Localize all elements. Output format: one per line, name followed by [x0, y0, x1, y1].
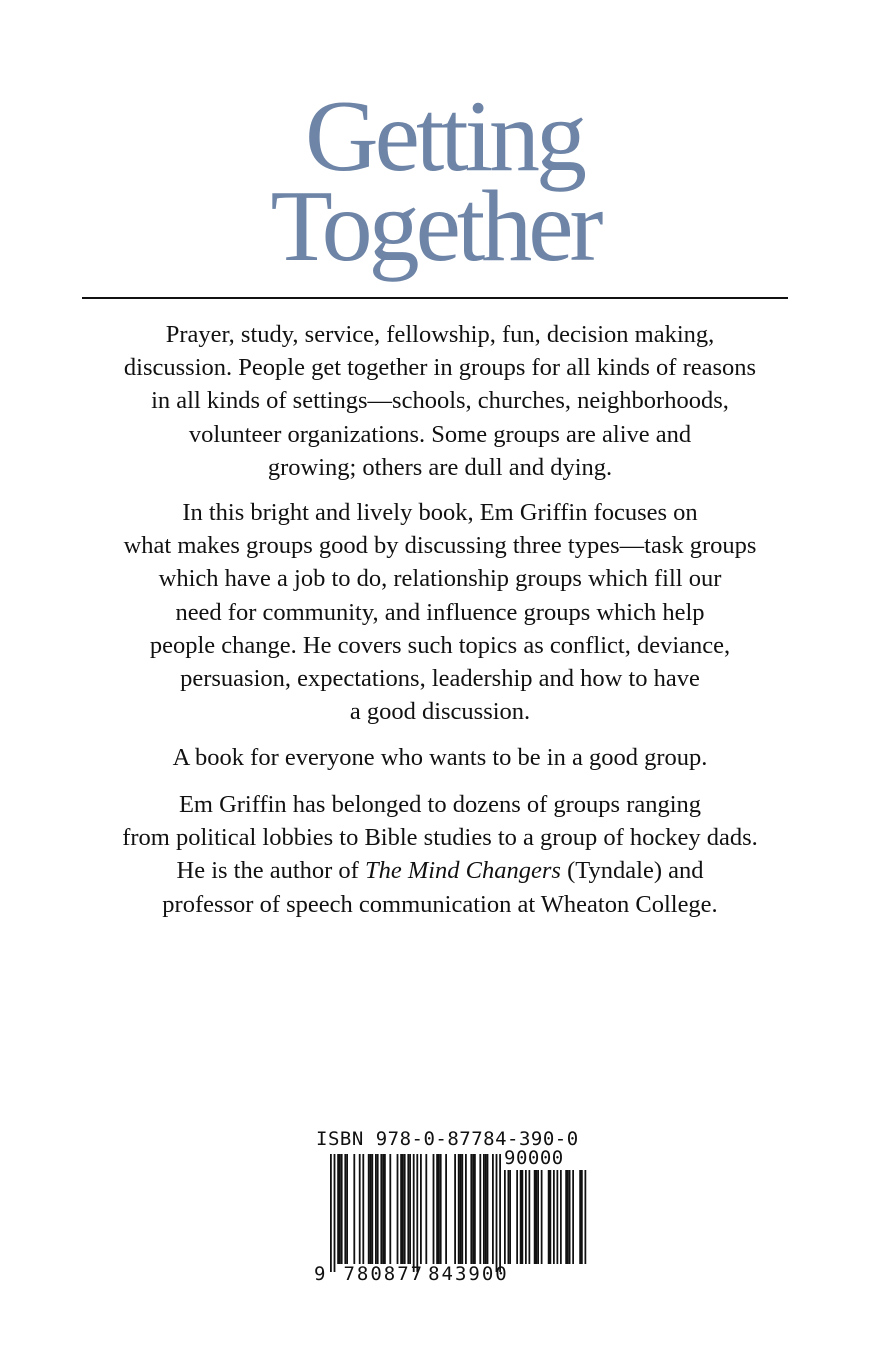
barcode-bar	[433, 1154, 435, 1264]
blurb-p1-line-3: in all kinds of settings—schools, churches, neighborhoods,	[151, 387, 729, 415]
barcode-bar	[416, 1154, 418, 1272]
title-line-1: Getting	[305, 80, 583, 193]
blurb-p1-line-1: Prayer, study, service, fellowship, fun, decision making,	[165, 321, 715, 348]
barcode-bar	[330, 1154, 332, 1272]
barcode-bar	[483, 1154, 485, 1264]
bio-line-3	[40, 854, 840, 887]
price-code: 90000	[504, 1147, 564, 1169]
divider-rule	[82, 297, 788, 299]
barcode-bar	[389, 1154, 391, 1264]
bio-line-3-pre: He is the author of	[176, 857, 365, 885]
addon-bar	[525, 1170, 527, 1264]
addon-bar	[560, 1170, 562, 1264]
addon-bar	[565, 1170, 567, 1264]
addon-bar	[536, 1170, 538, 1264]
addon-bar	[553, 1170, 555, 1264]
book-reference-title: The Mind Changers	[364, 857, 561, 885]
barcode-bar	[337, 1154, 339, 1264]
addon-bar	[520, 1170, 522, 1264]
barcode-bar	[368, 1154, 370, 1264]
barcode-bar	[377, 1154, 379, 1264]
addon-bar	[572, 1170, 574, 1264]
blurb-p1-line-4: volunteer organizations. Some groups are alive and	[188, 420, 692, 448]
barcode-bar	[346, 1154, 348, 1264]
blurb-p1-line-5: growing; others are dull and dying.	[267, 453, 613, 481]
barcode-bar	[492, 1154, 494, 1264]
barcode-bar	[384, 1154, 386, 1264]
barcode-bar	[499, 1154, 501, 1272]
blurb-paragraph-3	[40, 741, 840, 774]
barcode-bar	[460, 1154, 462, 1264]
barcode-bar	[359, 1154, 361, 1264]
barcode-bar	[334, 1154, 336, 1272]
barcode-bar	[487, 1154, 489, 1264]
addon-bar	[522, 1170, 524, 1264]
addon-bar	[569, 1170, 571, 1264]
addon-bar	[509, 1170, 511, 1264]
addon-bar	[579, 1170, 581, 1264]
barcode-bar	[339, 1154, 341, 1264]
blurb-p3-line: A book for everyone who wants to be in a good group.	[172, 744, 708, 771]
barcode-bar	[353, 1154, 355, 1264]
ean-group-1: 780877	[343, 1263, 425, 1285]
blurb-p1-line-2: discussion. People get together in groups for all kinds of reasons	[123, 354, 757, 382]
barcode-bar	[409, 1154, 411, 1264]
barcode-bar	[362, 1154, 364, 1264]
blurb-paragraph-2	[40, 496, 840, 728]
blurb-p2-line-1: In this bright and lively book, Em Griffin focuses on	[182, 499, 698, 526]
barcode-bar	[461, 1154, 463, 1264]
blurb-p2-line-7: a good discussion.	[349, 698, 531, 726]
barcode-bar	[344, 1154, 346, 1264]
addon-bar	[504, 1170, 506, 1264]
addon-bar	[516, 1170, 518, 1264]
barcode-bar	[380, 1154, 382, 1264]
isbn-label: ISBN 978-0-87784-390-0	[316, 1128, 579, 1150]
barcode-bar	[458, 1154, 460, 1264]
barcode-bar	[445, 1154, 447, 1264]
barcode-bar	[454, 1154, 456, 1264]
addon-bar	[537, 1170, 539, 1264]
barcode-bar	[375, 1154, 377, 1264]
addon-bar	[508, 1170, 510, 1264]
barcode-bar	[425, 1154, 427, 1264]
addon-bar	[529, 1170, 531, 1264]
barcode-bar	[370, 1154, 372, 1264]
barcode-bar	[436, 1154, 438, 1264]
ean-group-2: 843900	[428, 1263, 509, 1285]
barcode-bar	[413, 1154, 415, 1272]
barcode-bar	[470, 1154, 472, 1264]
barcode-bar	[407, 1154, 409, 1264]
barcode-bar	[400, 1154, 402, 1264]
ean-barcode-bars	[330, 1154, 501, 1272]
ean-digits	[314, 1263, 509, 1285]
barcode-bar	[496, 1154, 498, 1272]
addon-bar	[550, 1170, 552, 1264]
blurb-p2-line-6: persuasion, expectations, leadership and how to have	[180, 665, 700, 693]
barcode-bar	[420, 1154, 422, 1264]
book-title	[0, 80, 880, 283]
bio-line-2: from political lobbies to Bible studies to a group of hockey dads.	[122, 824, 758, 852]
addon-bar	[585, 1170, 587, 1264]
barcode-bar	[341, 1154, 343, 1264]
barcode-bar	[404, 1154, 406, 1264]
bio-line-1: Em Griffin has belonged to dozens of groups ranging	[178, 791, 702, 818]
ean-first-digit: 9	[314, 1263, 328, 1285]
addon-bar	[567, 1170, 569, 1264]
barcode-bar	[472, 1154, 474, 1264]
blurb-p2-line-2: what makes groups good by discussing three types—task groups	[123, 532, 757, 560]
barcode-bar	[371, 1154, 373, 1264]
addon-bar	[581, 1170, 583, 1264]
addon-bar	[548, 1170, 550, 1264]
barcode-bar	[485, 1154, 487, 1264]
barcode-bar	[438, 1154, 440, 1264]
barcode-bar	[474, 1154, 476, 1264]
addon-bar	[541, 1170, 543, 1264]
barcode-bar	[440, 1154, 442, 1264]
barcode-bar	[397, 1154, 399, 1264]
price-addon-bars	[504, 1170, 586, 1264]
barcode-bar	[382, 1154, 384, 1264]
title-line-2: Together	[270, 170, 600, 283]
bio-line-3-post: (Tyndale) and	[560, 857, 704, 885]
bio-line-4: professor of speech communication at Wheaton College.	[162, 890, 718, 918]
barcode-bar	[402, 1154, 404, 1264]
barcode-bar	[479, 1154, 481, 1264]
blurb-p2-line-3: which have a job to do, relationship groups which fill our	[158, 565, 722, 593]
addon-bar	[534, 1170, 536, 1264]
blurb-paragraph-1	[40, 318, 840, 484]
author-bio	[40, 788, 840, 921]
blurb-p2-line-4: need for community, and influence groups which help	[175, 598, 705, 626]
blurb-p2-line-5: people change. He covers such topics as conflict, deviance,	[149, 631, 731, 659]
addon-bar	[557, 1170, 559, 1264]
barcode-bar	[465, 1154, 467, 1264]
